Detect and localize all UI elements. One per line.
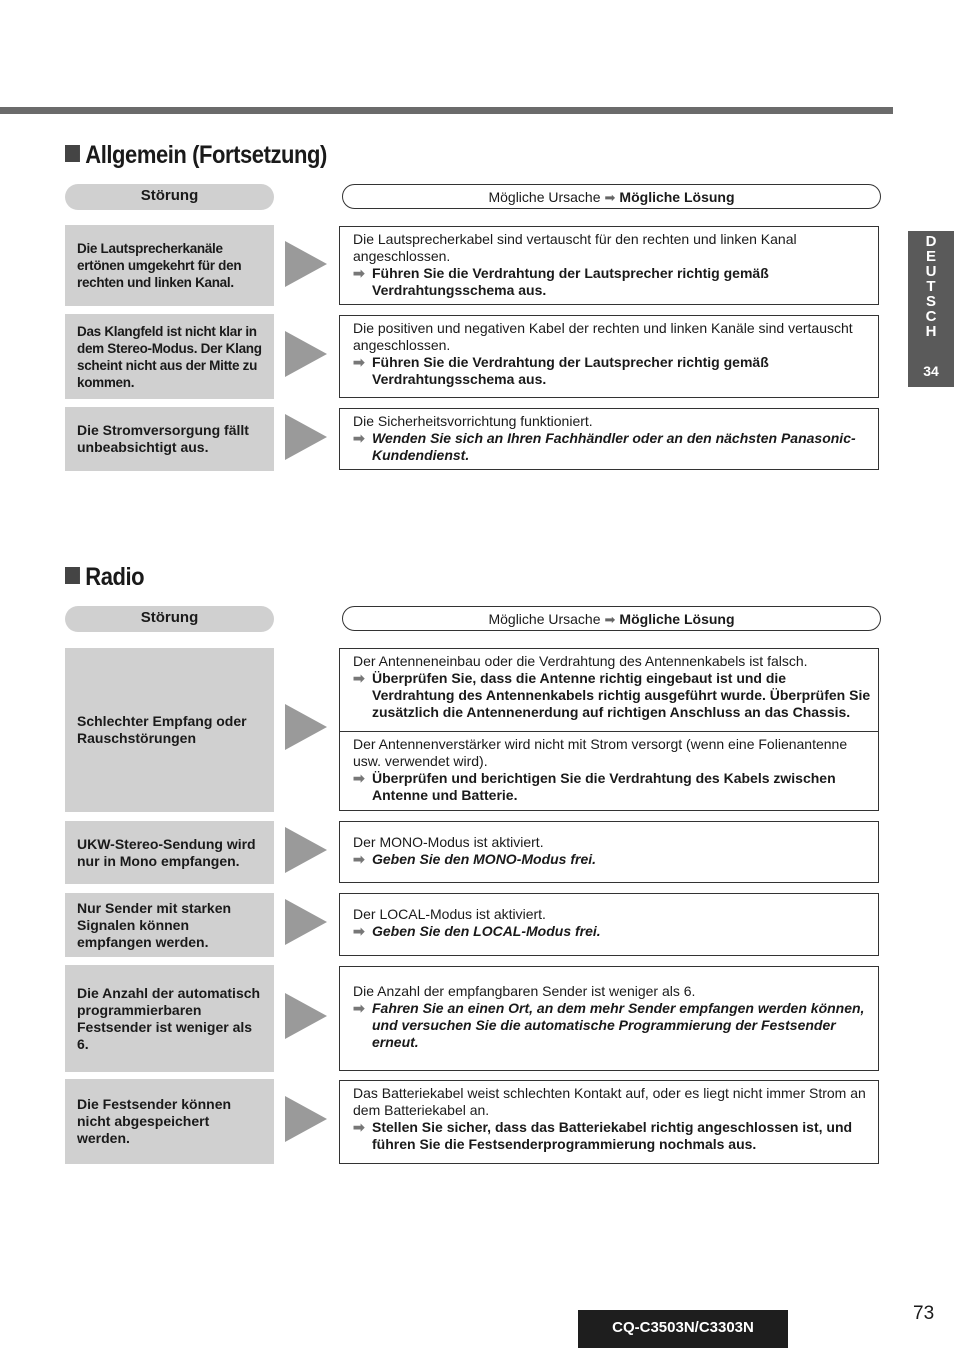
arrow-right-icon: ➡	[353, 670, 365, 686]
problem-cell: Die Stromversorgung fällt unbeabsichtigt aus.	[65, 407, 274, 471]
arrow-right-icon: ➡	[353, 430, 365, 446]
model-label: CQ-C3503N/C3303N	[578, 1310, 788, 1348]
arrow-triangle-icon	[285, 704, 327, 750]
solution-box	[339, 408, 879, 470]
problem-cell: Die Festsender können nicht abgespeichert werden.	[65, 1079, 274, 1164]
solution-cell: Der Antennenverstärker wird nicht mit Strom versorgt (wenn eine Folienantenne usw. verwendet wird). ➡ Überprüfen und berichtigen Sie die Verdrahtung des Kabels zwischen Antenne und Batterie.	[340, 731, 878, 808]
arrow-triangle-icon	[285, 331, 327, 377]
solution-cell: Die Lautsprecherkabel sind vertauscht für den rechten und linken Kanal angeschlossen. ➡ Führen Sie die Verdrahtung der Lautsprecher richtig gemäß Verdrahtungsschema aus.	[353, 231, 797, 298]
problem-cell: Das Klangfeld ist nicht klar in dem Stereo-Modus. Der Klang scheint nicht aus der Mitte zu kommen.	[65, 314, 274, 399]
header-cause-solution: Mögliche Ursache ➡ Mögliche Lösung	[342, 606, 881, 631]
page-number: 73	[913, 1303, 935, 1324]
solution-cell: Der Antenneneinbau oder die Verdrahtung des Antennenkabels ist falsch. ➡ Überprüfen Sie, dass die Antenne richtig eingebaut ist und die Verdrahtung des Antennenkabels richtig ausgeführt wurde. Überprüfen Sie zusätzlich die Antennenerdung auf richtigen Anschluss an das Chassis.	[353, 653, 871, 720]
language-tab-number: 34	[923, 363, 939, 379]
language-tab-letters: D E U T S C H	[925, 233, 937, 340]
arrow-right-icon: ➡	[604, 190, 616, 205]
solution-box	[339, 1080, 879, 1164]
problem-cell: Schlechter Empfang oder Rauschstörungen	[65, 648, 274, 812]
arrow-right-icon: ➡	[604, 612, 616, 627]
problem-cell: UKW-Stereo-Sendung wird nur in Mono empfangen.	[65, 821, 274, 884]
solution-box	[339, 821, 879, 883]
arrow-triangle-icon	[285, 414, 327, 460]
solution-box	[339, 648, 879, 811]
arrow-right-icon: ➡	[353, 265, 365, 281]
solution-box	[339, 966, 879, 1071]
header-cause-solution: Mögliche Ursache ➡ Mögliche Lösung	[342, 184, 881, 209]
arrow-triangle-icon	[285, 899, 327, 945]
arrow-right-icon: ➡	[353, 851, 365, 867]
top-rule	[0, 107, 893, 114]
solution-box	[339, 893, 879, 956]
arrow-triangle-icon	[285, 827, 327, 873]
solution-cell: Die Sicherheitsvorrichtung funktioniert. ➡ Wenden Sie sich an Ihren Fachhändler oder an den nächsten Panasonic-Kundendienst.	[353, 413, 856, 463]
solution-cell: Der LOCAL-Modus ist aktiviert. ➡ Geben Sie den LOCAL-Modus frei.	[353, 906, 601, 939]
section-title-general: Allgemein (Fortsetzung)	[65, 141, 327, 170]
solution-box	[339, 315, 879, 398]
arrow-triangle-icon	[285, 241, 327, 287]
square-bullet-icon	[65, 567, 80, 584]
arrow-triangle-icon	[285, 1096, 327, 1142]
solution-cell: Die positiven und negativen Kabel der rechten und linken Kanäle sind vertauscht angeschlossen. ➡ Führen Sie die Verdrahtung der Lautsprecher richtig gemäß Verdrahtungsschema aus.	[353, 320, 853, 387]
arrow-right-icon: ➡	[353, 923, 365, 939]
square-bullet-icon	[65, 145, 80, 162]
solution-cell: Das Batteriekabel weist schlechten Kontakt auf, oder es liegt nicht immer Strom an dem Batteriekabel an. ➡ Stellen Sie sicher, dass das Batteriekabel richtig angeschlossen ist, und führen Sie die Festsenderprogrammierung nochmals aus.	[353, 1085, 866, 1152]
arrow-triangle-icon	[285, 993, 327, 1039]
arrow-right-icon: ➡	[353, 1000, 365, 1016]
arrow-right-icon: ➡	[353, 1119, 365, 1135]
solution-box	[339, 226, 879, 305]
solution-cell: Die Anzahl der empfangbaren Sender ist weniger als 6. ➡ Fahren Sie an einen Ort, an dem mehr Sender empfangen werden können, und versuchen Sie die automatische Programmierung der Festsender erneut.	[353, 983, 865, 1050]
header-problem: Störung	[65, 606, 274, 632]
arrow-right-icon: ➡	[353, 354, 365, 370]
section-title-radio: Radio	[65, 563, 144, 592]
problem-cell: Die Lautsprecherkanäle ertönen umgekehrt für den rechten und linken Kanal.	[65, 225, 274, 306]
problem-cell: Die Anzahl der automatisch programmierbaren Festsender ist weniger als 6.	[65, 965, 274, 1072]
solution-cell: Der MONO-Modus ist aktiviert. ➡ Geben Sie den MONO-Modus frei.	[353, 834, 597, 867]
language-tab	[908, 231, 954, 387]
problem-cell: Nur Sender mit starken Signalen können empfangen werden.	[65, 893, 274, 957]
header-problem: Störung	[65, 184, 274, 210]
arrow-right-icon: ➡	[353, 770, 365, 786]
